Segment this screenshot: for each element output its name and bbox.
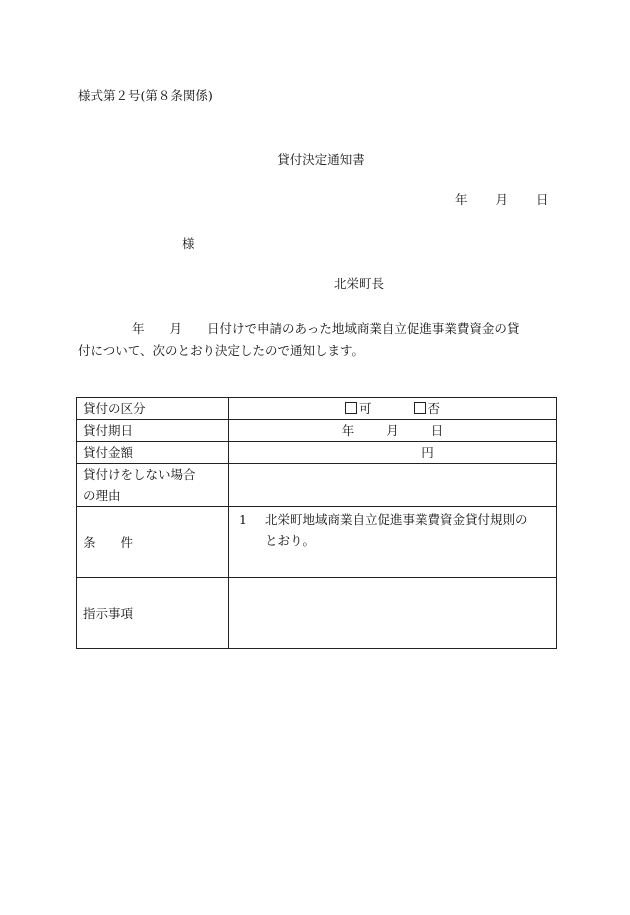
condition-item-line1: 北栄町地域商業自立促進事業費資金貸付規則の	[265, 512, 528, 527]
notice-body	[78, 318, 556, 362]
table-row-category	[77, 398, 557, 420]
table-row-amount	[77, 442, 557, 464]
notice-body-line1: 年 月 日付けで申請のあった地域商業自立促進事業費資金の貸	[132, 321, 520, 336]
period-day: 日	[430, 423, 444, 438]
issue-date	[455, 190, 549, 208]
notice-body-line2: 付について、次のとおり決定したので通知します。	[78, 343, 365, 358]
loan-decision-table	[76, 397, 557, 649]
category-options	[229, 398, 557, 420]
conditions-value	[229, 507, 557, 578]
refusal-value	[229, 464, 557, 507]
refusal-label-line2: の理由	[83, 488, 121, 503]
document-title: 貸付決定通知書	[277, 152, 365, 167]
checkbox-yes[interactable]	[345, 402, 357, 414]
period-month: 月	[386, 423, 399, 438]
date-day: 日	[536, 192, 549, 207]
form-number: 様式第２号(第８条関係)	[78, 88, 213, 103]
table-row-period	[77, 420, 557, 442]
instructions-label: 指示事項	[77, 578, 229, 649]
amount-unit: 円	[421, 445, 434, 460]
addressee-suffix: 様	[182, 236, 195, 251]
refusal-label	[77, 464, 229, 507]
checkbox-no[interactable]	[414, 402, 426, 414]
category-label: 貸付の区分	[77, 398, 229, 420]
amount-value	[229, 442, 557, 464]
condition-item-line2: とおり。	[265, 533, 316, 548]
option-no-label: 否	[427, 401, 441, 416]
date-month: 月	[495, 192, 509, 207]
period-label: 貸付期日	[77, 420, 229, 442]
table-row-refusal	[77, 464, 557, 507]
date-year: 年	[455, 192, 468, 207]
table-row-instructions	[77, 578, 557, 649]
refusal-label-line1: 貸付けをしない場合	[83, 467, 196, 482]
amount-label: 貸付金額	[77, 442, 229, 464]
period-year: 年	[341, 423, 355, 438]
conditions-label: 条 件	[77, 507, 229, 578]
condition-item-number: 1	[239, 512, 247, 527]
instructions-value	[229, 578, 557, 649]
issuer-name: 北栄町長	[334, 276, 385, 291]
period-value	[229, 420, 557, 442]
table-row-conditions	[77, 507, 557, 578]
option-yes-label: 可	[358, 401, 372, 416]
